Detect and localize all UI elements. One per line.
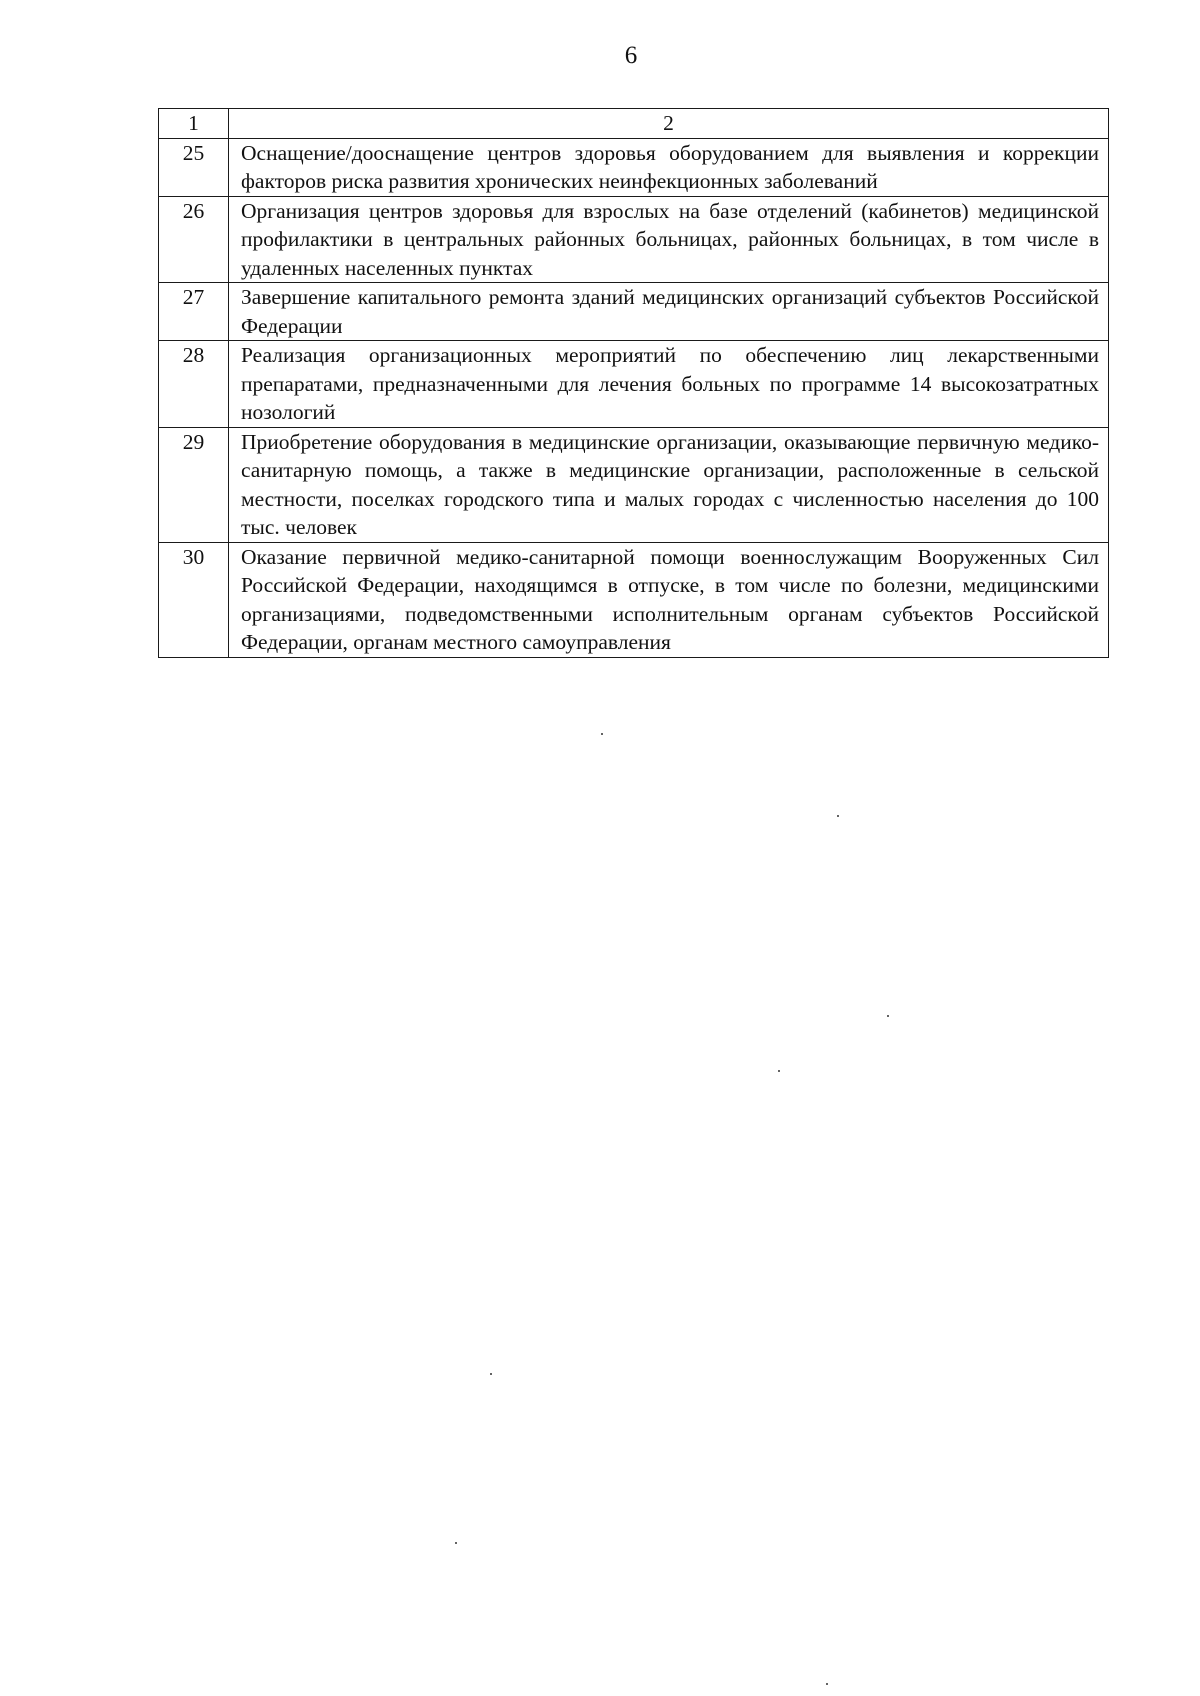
row-text: Завершение капитального ремонта зданий медицинских организаций субъектов Российской Федерации: [229, 283, 1109, 341]
row-text: Приобретение оборудования в медицинские организации, оказывающие первичную медико-санитарную помощь, а также в медицинские организации, расположенные в сельской местности, поселках городского типа и малых городах с численностью населения до 100 тыс. человек: [229, 427, 1109, 542]
document-table: [158, 108, 1109, 658]
scan-speck: [778, 1070, 780, 1072]
row-number: 30: [159, 542, 229, 657]
row-number: 26: [159, 196, 229, 283]
scan-speck: [455, 1542, 457, 1544]
row-text: Оказание первичной медико-санитарной помощи военнослужащим Вооруженных Сил Российской Федерации, находящимся в отпуске, в том числе по болезни, медицинскими организациями, подведомственными исполнительным органам субъектов Российской Федерации, органам местного самоуправления: [229, 542, 1109, 657]
row-number: 27: [159, 283, 229, 341]
row-number: 29: [159, 427, 229, 542]
row-text: Организация центров здоровья для взрослых на базе отделений (кабинетов) медицинской профилактики в центральных районных больницах, районных больницах, в том числе в удаленных населенных пунктах: [229, 196, 1109, 283]
scan-speck: [490, 1373, 492, 1375]
table-row: [159, 196, 1109, 283]
table-row: [159, 427, 1109, 542]
scan-speck: [601, 733, 603, 735]
scan-speck: [826, 1683, 828, 1685]
scan-speck: [887, 1015, 889, 1017]
row-text: Реализация организационных мероприятий по обеспечению лиц лекарственными препаратами, предназначенными для лечения больных по программе 14 высокозатратных нозологий: [229, 341, 1109, 428]
table-header-cell-1: 1: [159, 109, 229, 139]
row-number: 25: [159, 138, 229, 196]
table-header-row: [159, 109, 1109, 139]
page-number: 6: [624, 42, 638, 69]
table-header-cell-2: 2: [229, 109, 1109, 139]
scan-speck: [837, 815, 839, 817]
table-row: [159, 138, 1109, 196]
table-row: [159, 341, 1109, 428]
table-row: [159, 283, 1109, 341]
table-row: [159, 542, 1109, 657]
row-text: Оснащение/дооснащение центров здоровья оборудованием для выявления и коррекции факторов риска развития хронических неинфекционных заболеваний: [229, 138, 1109, 196]
row-number: 28: [159, 341, 229, 428]
